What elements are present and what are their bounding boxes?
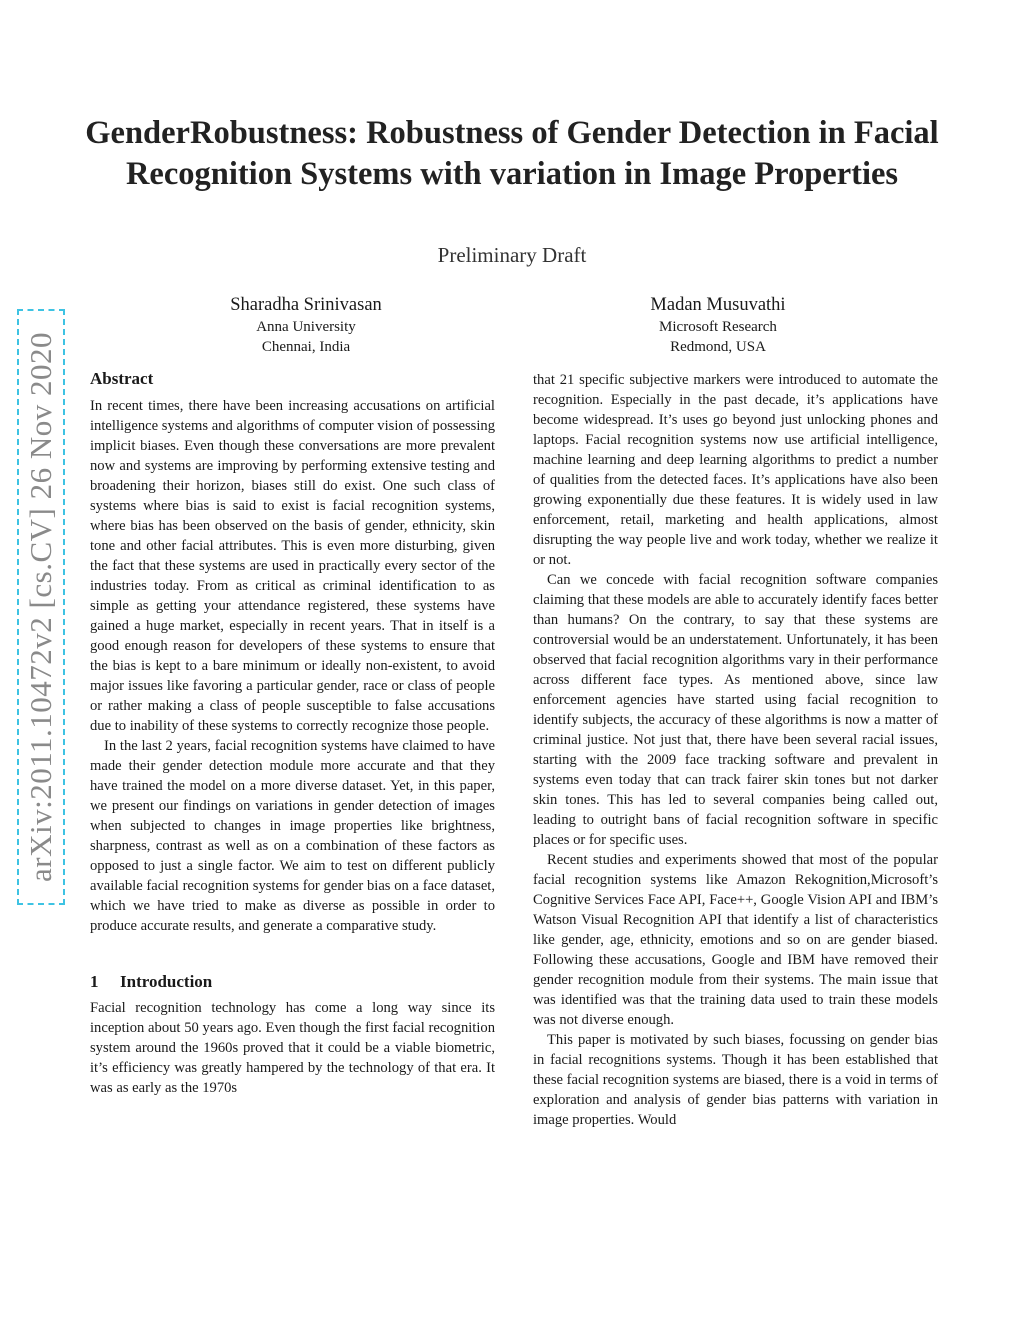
section-heading-introduction [90, 970, 495, 994]
section-number: 1 [90, 972, 99, 991]
paper-subtitle: Preliminary Draft [437, 243, 587, 267]
author-name: Madan Musuvathi [650, 295, 786, 315]
body-paragraph: Recent studies and experiments showed that most of the popular facial recognition systems like Amazon Rekognition,Microsoft’s Cognitive Services Face API, Face++, Google Vision API and IBM’s Watson Visual Recognition API that identify a list of characteristics like gender, age, ethnicity, emotions and so on are gender biased. Following these accusations, Google and IBM have removed their gender recognition module from their systems. The main issue that was identified was that the training data used to train these models was not diverse enough. [533, 852, 938, 1028]
paper-title: GenderRobustness: Robustness of Gender Detection in Facial Recognition Systems with variation in Image Properties [85, 115, 939, 192]
body-paragraph: This paper is motivated by such biases, focussing on gender bias in facial recognitions systems. Though it has been established that these facial recognition systems are biased, there is a void in terms of exploration and analysis of gender bias patterns with variation in image properties. Would [533, 1032, 938, 1128]
author-block-1 [156, 293, 456, 357]
introduction-paragraph: Facial recognition technology has come a long way since its inception about 50 years ago. Even though the first facial recognition system around the 1960s proved that it could be a viable biometric, it’s efficiency was greatly hampered by the technology of that era. It was as early as the 1970s [90, 1000, 495, 1096]
body-paragraph: Can we concede with facial recognition software companies claiming that these models are able to accurately identify faces better than humans? On the contrary, to say that these systems are controversial would be an understatement. Unfortunately, it has been observed that facial recognition algorithms vary in their performance across different face types. As mentioned above, since law enforcement agencies have started using facial recognition to identify subjects, the accuracy of these algorithms is now a matter of criminal justice. Not just that, there have been several racial issues, starting with the 2009 face tracking software and prevalent in systems even today that can track fairer skin tones but not darker skin tones. This has led to several companies being called out, leading to outright bans of facial recognition software in specific places or for specific uses. [533, 572, 938, 848]
author-name: Sharadha Srinivasan [230, 295, 382, 315]
abstract-paragraph: In the last 2 years, facial recognition systems have claimed to have made their gender detection module more accurate and that they have trained the model on a more diverse dataset. Yet, in this paper, we present our findings on variations in gender detection of images when subjected to changes in image properties like brightness, sharpness, contrast as well as on a combination of these factors as opposed to just a single factor. We aim to test on different publicly available facial recognition systems for gender bias on a face dataset, which we have tried to make as diverse as possible in order to produce accurate results, and generate a comparative study. [90, 738, 495, 934]
author-block-2 [568, 293, 868, 357]
author-location: Redmond, USA [670, 339, 766, 355]
right-column [533, 370, 938, 1130]
body-paragraph: that 21 specific subjective markers were introduced to automate the recognition. Especially in the past decade, it’s applications have become widespread. It’s uses go beyond just unlocking phones and laptops. Facial recognition systems now use artificial intelligence, machine learning and deep learning algorithms to predict a number of qualities from the detected faces. It’s applications have also been growing exponentially due these features. It is widely used in law enforcement, retail, marketing and health applications, almost disrupting the way people live and work today, whether we realize it or not. [533, 372, 938, 568]
arxiv-identifier: arXiv:2011.10472v2 [cs.CV] 26 Nov 2020 [23, 332, 58, 882]
author-location: Chennai, India [261, 339, 351, 355]
abstract-heading: Abstract [90, 369, 154, 388]
arxiv-stamp [17, 309, 65, 905]
author-institution: Anna University [256, 319, 356, 335]
abstract-paragraph: In recent times, there have been increasing accusations on artificial intelligence systems and algorithms of computer vision of possessing implicit biases. Even though these conversations are more prevalent now and systems are improving by performing extensive testing and broadening their horizon, biases still do exist. One such class of systems where bias is said to exist is facial recognition systems, where bias has been observed on the basis of gender, ethnicity, skin tone and other facial attributes. This is even more disturbing, given the fact that these systems are used in practically every sector of the industries today. From as critical as criminal identification to as simple as getting your attendance registered, these systems have gained a huge market, especially in recent years. That in itself is a good enough reason for developers of these systems to ensure that the bias is kept to a bare minimum or ideally non-existent, to avoid major issues like favoring a particular gender, race or class of people or rather making a class of people susceptible to false accusations due to inability of these systems to correctly recognize those people. [90, 398, 495, 734]
left-column [90, 367, 495, 1098]
section-title: Introduction [120, 972, 213, 991]
author-institution: Microsoft Research [659, 319, 777, 335]
